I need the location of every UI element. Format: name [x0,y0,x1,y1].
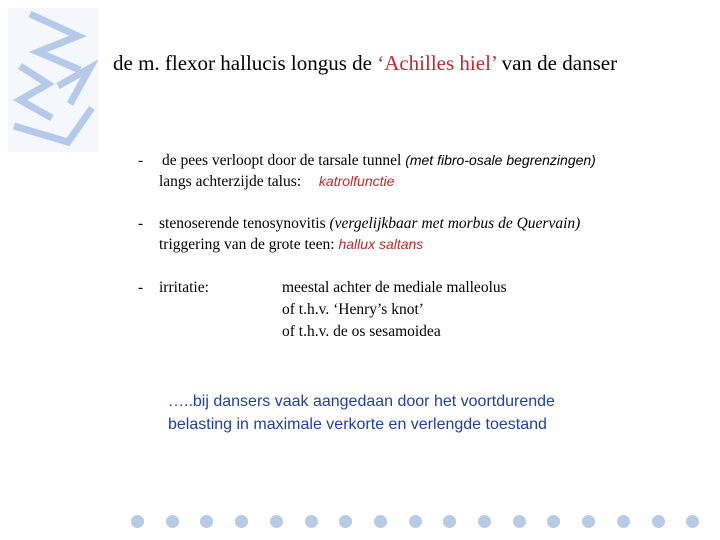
decorative-dot [582,515,595,528]
bullet-2-italic: (vergelijkbaar met morbus de Quervain) [329,215,581,232]
decorative-dot [339,515,352,528]
bullet-1-text: de pees verloopt door de tarsale tunnel [162,152,406,169]
title-highlight: ‘Achilles hiel’ [377,51,497,75]
decorative-dot [478,515,491,528]
bullet-dash: - [138,152,144,169]
decorative-dot [166,515,179,528]
bullet-3-line-2: of t.h.v. ‘Henry’s knot’ [282,301,424,318]
bullet-2-red-term: hallux saltans [338,236,424,252]
bullet-3-line-3: of t.h.v. de os sesamoidea [282,323,441,340]
closing-line-1: …..bij dansers vaak aangedaan door het voortdurende [168,393,555,410]
bullet-1-red-term: katrolfunctie [318,173,395,189]
bullet-3-line-1: meestal achter de mediale malleolus [282,279,507,296]
decorative-dot [513,515,526,528]
title-suffix: van de danser [496,51,618,75]
bullet-2-line-2-text: triggering van de grote teen: [159,236,339,253]
decorative-dot [200,515,213,528]
bullet-1-line-2-text: langs achterzijde talus: [159,173,302,190]
closing-statement [168,390,555,436]
closing-line-2: belasting in maximale verkorte en verlengde toestand [168,416,547,433]
decorative-dot [374,515,387,528]
decorative-dot [235,515,248,528]
bullet-2-line-2 [159,234,423,255]
decorative-dot [305,515,318,528]
bullet-2-text: stenoserende tenosynovitis [159,215,330,232]
decorative-dot [131,515,144,528]
bullet-1-line-2 [159,171,394,192]
decorative-dot [652,515,665,528]
bullet-dash: - [138,279,144,296]
bullet-1-line-1 [162,150,596,171]
bullet-1-italic: (met fibro-osale begrenzingen) [405,152,596,168]
decorative-dot-row [131,515,711,531]
title-prefix: de m. flexor hallucis longus de [113,51,378,75]
decorative-dot [686,515,699,528]
decorative-dot [409,515,422,528]
decorative-dot [443,515,456,528]
logo-icon [8,8,98,152]
bullet-3-label: irritatie: [159,279,209,296]
decorative-dot [617,515,630,528]
bullet-2-line-1 [159,213,580,234]
decorative-dot [270,515,283,528]
slide-title [113,50,617,76]
bullet-dash: - [138,215,144,232]
decorative-dot [547,515,560,528]
